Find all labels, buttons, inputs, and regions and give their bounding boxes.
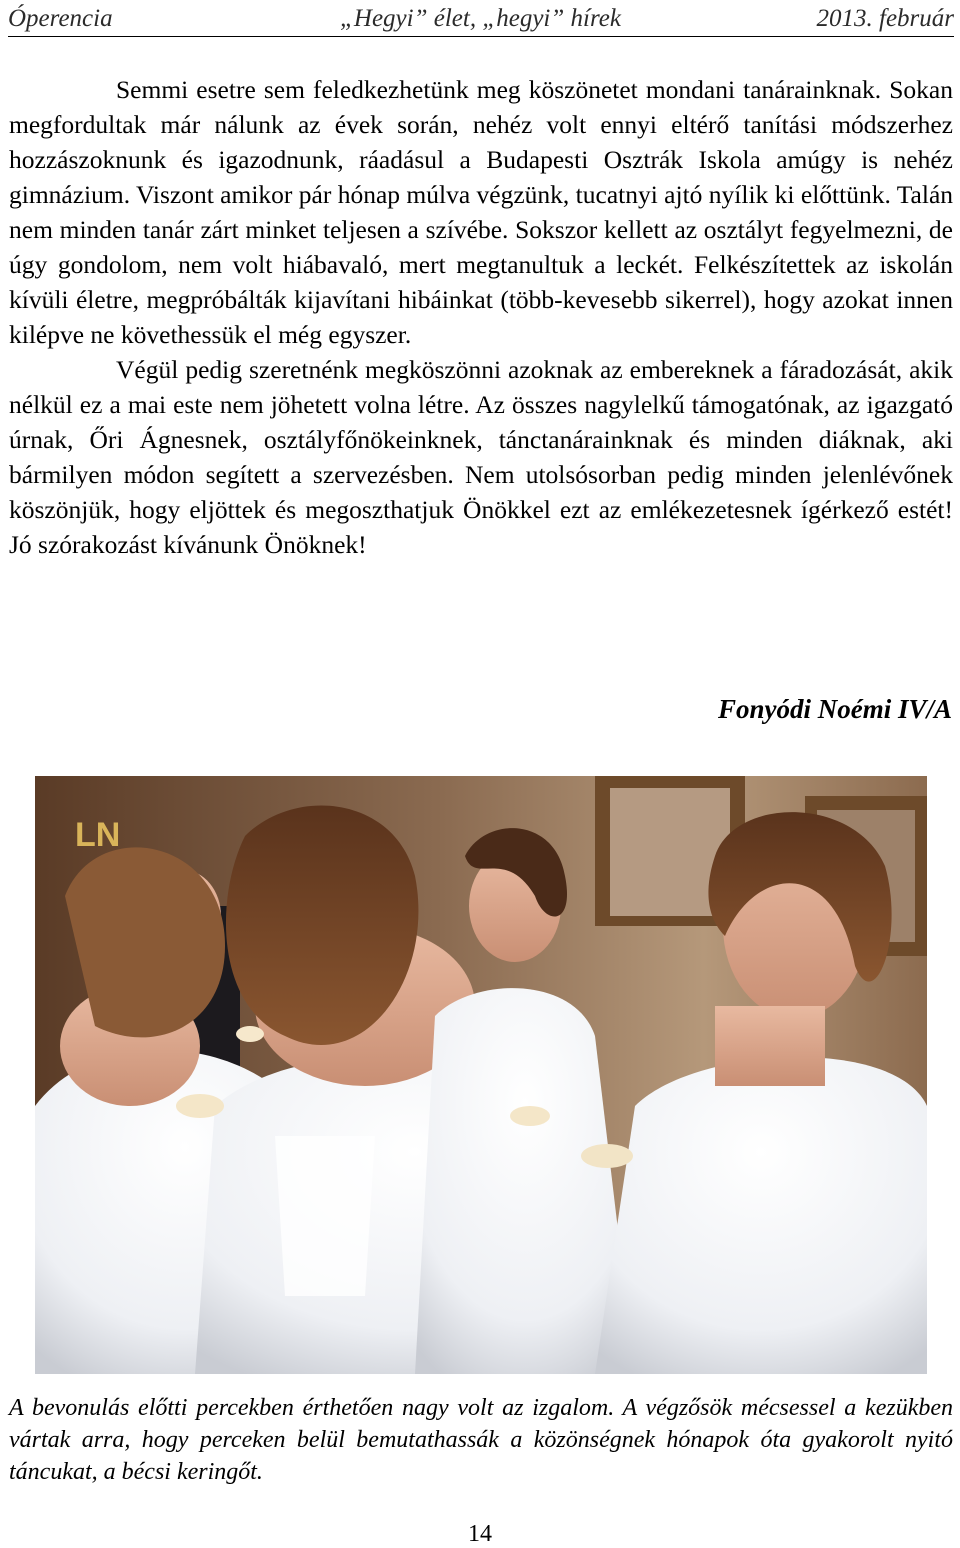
photo-logo: LN bbox=[75, 816, 121, 854]
paragraph-teachers: Semmi esetre sem feledkezhetünk meg köszönetet mondani tanárainknak. Sokan megfordultak már nálunk az évek során, nehéz volt ennyi eltérő tanítási módszerhez hozzászoknunk és igazodnunk, ráadásul a Budapesti Osztrák Iskola amúgy is nehéz gimnázium. Viszont amikor pár hónap múlva végzünk, tucatnyi ajtó nyílik ki előttünk. Talán nem minden tanár zárt minket teljesen a szívébe. Sokszor kellett az osztályt fegyelmezni, de úgy gondolom, nem volt hiábavaló, mert megtanultuk a leckét. Felkészítettek az iskolán kívüli életre, megpróbálták kijavítani hibáinkat (több-kevesebb sikerrel), hogy azokat innen kilépve ne követhessük el még egyszer. bbox=[9, 75, 954, 349]
header-section-title: „Hegyi” élet, „hegyi” hírek bbox=[340, 5, 621, 32]
article-body bbox=[9, 72, 953, 562]
paragraph-thanks: Végül pedig szeretnénk megköszönni azoknak az embereknek a fáradozását, akik nélkül ez a mai este nem jöhetett volna létre. Az összes nagylelkű támogatónak, az igazgató úrnak, Őri Ágnesnek, osztályfőnökeinknek, tánctanárainknak és minden diáknak, aki bármilyen módon segített a szervezésben. Nem utolsósorban pedig minden jelenlévőnek köszönjük, hogy eljöttek és megoszthatjuk Önökkel ezt az emlékezetesnek ígérkező estét! Jó szórakozást kívánunk Önöknek! bbox=[9, 355, 953, 559]
page-header bbox=[8, 2, 954, 37]
author-signature: Fonyódi Noémi IV/A bbox=[717, 694, 952, 724]
header-publication-name: Óperencia bbox=[8, 5, 113, 32]
photo-caption: A bevonulás előtti percekben érthetően nagy volt az izgalom. A végzősök mécsessel a kezükben vártak arra, hogy perceken belül bemutathassák a közönségnek hónapok óta gyakorolt nyitó táncukat, a bécsi keringőt. bbox=[9, 1395, 953, 1485]
article-photo bbox=[35, 776, 927, 1374]
page-number: 14 bbox=[468, 1521, 492, 1547]
header-issue-date: 2013. február bbox=[816, 5, 954, 32]
